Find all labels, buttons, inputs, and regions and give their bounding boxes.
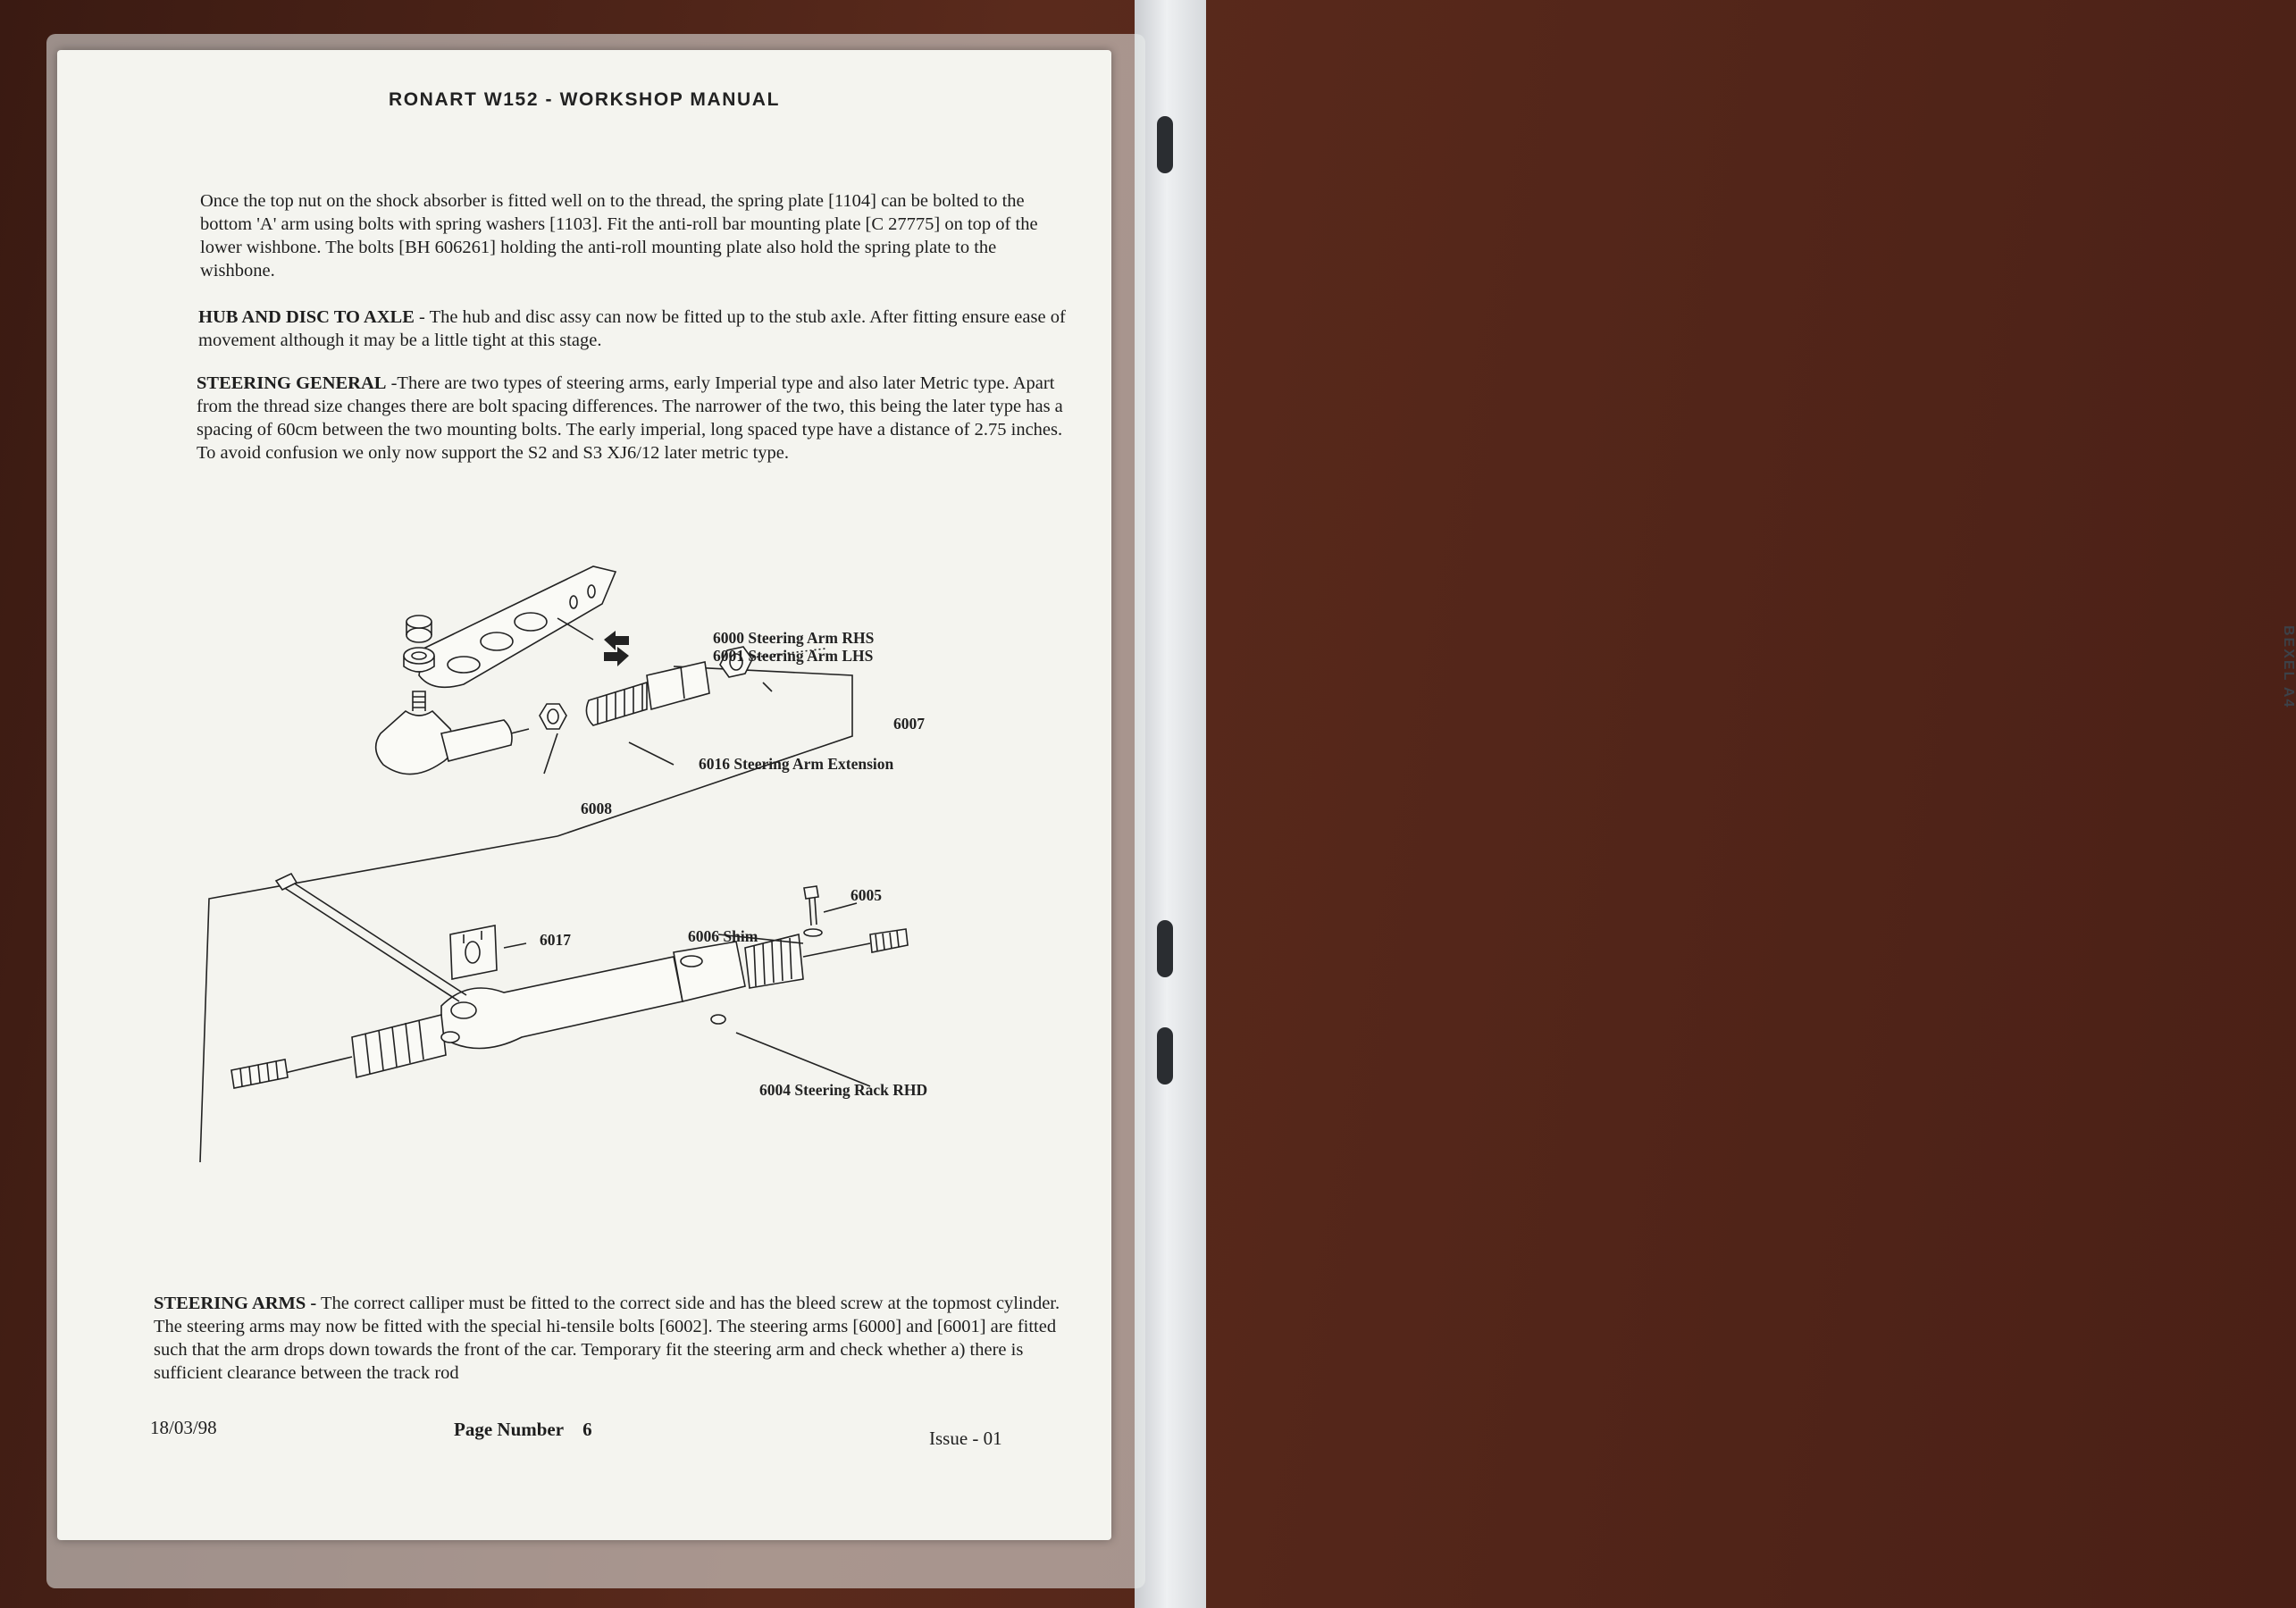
label-shim: 6006 Shim bbox=[688, 927, 758, 945]
page-header: RONART W152 - WORKSHOP MANUAL bbox=[388, 89, 781, 110]
arrow-right-icon bbox=[604, 647, 629, 666]
ball-joint bbox=[376, 691, 529, 775]
arrow-left-icon bbox=[604, 631, 629, 650]
steering-arm bbox=[419, 566, 616, 687]
steering-diagram bbox=[57, 550, 1111, 1229]
binder-ring bbox=[1157, 116, 1173, 173]
steering-arm-extension bbox=[586, 662, 709, 725]
leader-line bbox=[544, 733, 557, 774]
label-arm-rhs: 6000 Steering Arm RHS bbox=[713, 629, 875, 647]
section-heading: HUB AND DISC TO AXLE bbox=[198, 307, 415, 327]
leader-line bbox=[763, 683, 772, 691]
page-number: 6 bbox=[582, 1419, 592, 1440]
label-6017: 6017 bbox=[540, 931, 571, 949]
pinion-shaft bbox=[276, 874, 466, 1001]
nut-6008 bbox=[540, 704, 566, 729]
label-6007: 6007 bbox=[893, 715, 925, 733]
steering-rack bbox=[231, 929, 908, 1088]
paragraph-steering-arms bbox=[154, 1292, 1083, 1385]
binder-ring bbox=[1157, 1027, 1173, 1085]
manual-page bbox=[57, 50, 1111, 1540]
washer bbox=[404, 648, 434, 672]
bolt-6005 bbox=[804, 886, 857, 936]
binder-brand: BEXEL A4 bbox=[2281, 625, 2296, 709]
label-extension: 6016 Steering Arm Extension bbox=[699, 755, 894, 773]
label-6005: 6005 bbox=[851, 886, 882, 904]
clamp-6017 bbox=[450, 925, 526, 979]
binder-ring bbox=[1157, 920, 1173, 977]
label-rack: 6004 Steering Rack RHD bbox=[759, 1081, 928, 1099]
footer-issue: Issue - 01 bbox=[929, 1428, 1002, 1449]
section-heading: STEERING ARMS - bbox=[154, 1294, 317, 1313]
paragraph-text: The correct calliper must be fitted to the correct side and has the bleed screw at the topmost cylinder. The steering arms may now be fitted with the special hi-tensile bolts [6002]. The steering arms [6000] and [6001] are fitted such that the arm drops down towards the front of the car. Temporary fit the steering arm and check whether a) there is sufficient clearance between the track rod bbox=[154, 1294, 1060, 1383]
leader-line bbox=[736, 1033, 870, 1086]
footer-date: 18/03/98 bbox=[150, 1417, 217, 1438]
paragraph-spring-plate bbox=[200, 189, 1067, 282]
footer-page-label bbox=[454, 1419, 592, 1441]
binder-edge bbox=[1135, 0, 2296, 1608]
paragraph-steering-general bbox=[197, 372, 1081, 465]
page-label: Page Number bbox=[454, 1419, 565, 1440]
leader-line bbox=[629, 742, 674, 765]
paragraph-hub-disc bbox=[198, 306, 1067, 352]
paragraph-text: - The hub and disc assy can now be fitted up to the stub axle. After fitting ensure ease of movement although it may be a little tight at this stage. bbox=[198, 307, 1066, 350]
paragraph-text: Once the top nut on the shock absorber is fitted well on to the thread, the spring plate [1104] can be bolted to the bottom 'A' arm using bolts with spring washers [1103]. Fit the anti-roll bar mounting plate [C 27775] on top of the lower wishbone. The bolts [BH 606261] holding the anti-roll mounting plate also hold the spring plate to the wishbone. bbox=[200, 191, 1038, 281]
label-6008: 6008 bbox=[581, 800, 612, 817]
section-heading: STEERING GENERAL bbox=[197, 373, 387, 393]
label-arm-lhs: 6001 Steering Arm LHS bbox=[713, 647, 874, 665]
paragraph-text: -There are two types of steering arms, early Imperial type and also later Metric type. Apart from the thread size changes there are bolt spacing differences. The narrower of the two, this being the later type has a spacing of 60cm between the two mounting bolts. The early imperial, long spaced type have a distance of 2.75 inches. To avoid confusion we only now support the S2 and S3 XJ6/12 later metric type. bbox=[197, 373, 1063, 463]
top-nut bbox=[406, 616, 432, 642]
